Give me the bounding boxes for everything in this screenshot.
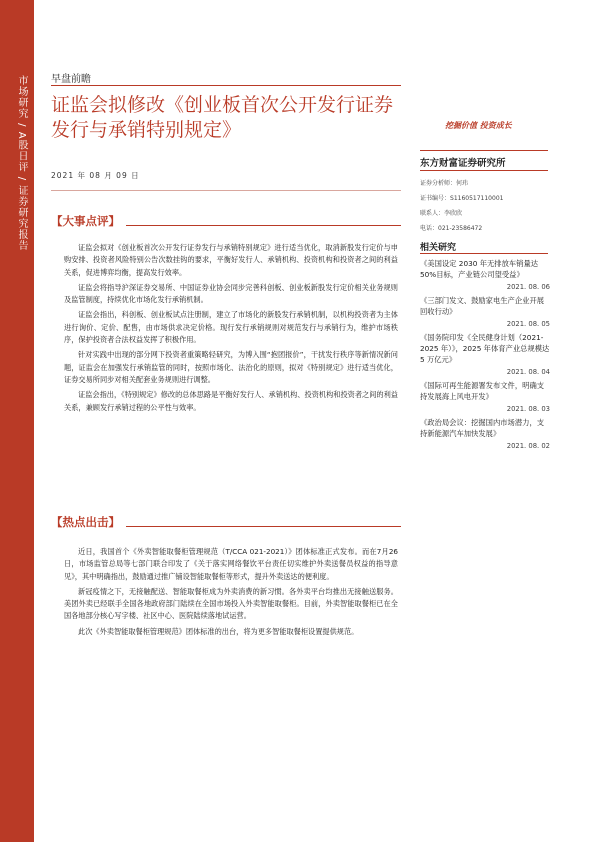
date-rule <box>51 190 401 191</box>
contact-name: 联系人：李欣欣 <box>420 210 463 217</box>
right-panel-rule <box>420 150 548 151</box>
related-item-date: 2021. 08. 06 <box>506 283 550 291</box>
related-item-date: 2021. 08. 02 <box>506 442 550 450</box>
related-item-date: 2021. 08. 04 <box>506 368 550 376</box>
paragraph: 新冠疫情之下，无接触配送、智能取餐柜成为外卖消费的新习惯。各外卖平台均推出无接触送服务。美团外卖已经联手全国各地政府部门陆续在全国市场投入外卖智能取餐柜。目前，外卖智能取餐柜已在全国各地部分核心写字楼、社区中心、医院陆续落地试运营。 <box>64 586 398 621</box>
related-item-title[interactable]: 《美国设定 2030 年无排放车销量达 50%目标，产业链公司望受益》 <box>420 259 539 279</box>
hot-body <box>64 546 398 641</box>
company-name: 东方财富证券研究所 <box>420 158 506 169</box>
analyst-name: 证券分析师：何玮 <box>420 180 469 187</box>
header-rule <box>51 85 401 86</box>
sidebar-label: 市场研究 / A股日评 / 证券研究报告 <box>16 75 27 252</box>
related-item-title[interactable]: 《国务院印发《全民健身计划（2021-2025 年）》，2025 年体育产业总规模达 5 万亿元》 <box>420 333 550 364</box>
contact-phone: 电话：021-23586472 <box>420 225 483 232</box>
sidebar-band <box>0 0 34 842</box>
paragraph: 此次《外卖智能取餐柜管理规范》团体标准的出台，将为更多智能取餐柜设置提供规范。 <box>78 626 359 636</box>
related-item-date: 2021. 08. 05 <box>506 320 550 328</box>
related-item-title[interactable]: 《政治局会议：挖掘国内市场潜力，支持新能源汽车加快发展》 <box>420 418 545 438</box>
slogan: 挖掘价值 投资成长 <box>445 121 512 130</box>
related-item-date: 2021. 08. 03 <box>506 405 550 413</box>
paragraph: 针对实践中出现的部分网下投资者重策略轻研究，为博入围“抱团报价”，干扰发行秩序等新情况新问题，证监会在加强发行承销监管的同时，按照市场化、法治化的原则，拟对《特别规定》进行适当优化，证券交易所同步对相关配套业务规则进行调整。 <box>64 350 398 384</box>
paragraph: 近日，我国首个《外卖智能取餐柜管理规范（T/CCA 021-2021）》团体标准正式发布。而在7月26日，市场监管总局等七部门联合印发了《关于落实网络餐饮平台责任切实维护外卖送餐员权益的指导意见》，其中明确指出，鼓励通过推广铺设智能取餐柜等形式，提升外卖送达的便利度。 <box>64 547 398 581</box>
related-research-title: 相关研究 <box>420 243 457 253</box>
related-item-title[interactable]: 《三部门发文、鼓励家电生产企业开展回收行动》 <box>420 296 545 316</box>
paragraph: 证监会将指导沪深证券交易所、中国证券业协会同步完善科创板、创业板新股发行定价相关业务规则及监管制度，持续优化市场化发行承销机制。 <box>64 282 398 305</box>
related-item-title[interactable]: 《国际可再生能源署发布文件，明确支持发展海上风电开发》 <box>420 381 545 401</box>
related-rule <box>420 253 548 254</box>
report-type: 早盘前瞻 <box>51 74 91 85</box>
related-research-list <box>420 258 550 454</box>
company-rule <box>420 170 548 171</box>
events-body <box>64 242 398 417</box>
paragraph: 证监会拟对《创业板首次公开发行证券发行与承销特别规定》进行适当优化，取消新股发行定价与申购安排、投资者风险特别公告次数挂钩的要求，平衡好发行人、承销机构、投资机构和投资者之间的利益关系，促进博弈均衡，提高发行效率。 <box>64 243 398 277</box>
section-heading-hot: 【热点出击】 <box>51 514 401 532</box>
analyst-cert: 证书编号：S1160517110001 <box>420 195 504 202</box>
page-title: 证监会拟修改《创业板首次公开发行证券发行与承销特别规定》 <box>51 94 394 141</box>
paragraph: 证监会指出，《特别规定》修改的总体思路是平衡好发行人、承销机构、投资机构和投资者之间的利益关系，兼顾发行承销过程的公平性与效率。 <box>64 390 398 412</box>
report-date: 2021 年 08 月 09 日 <box>51 171 140 180</box>
section-heading-events: 【大事点评】 <box>51 213 401 231</box>
paragraph: 证监会指出，科创板、创业板试点注册制，建立了市场化的新股发行承销机制，以机构投资者为主体进行询价、定价、配售，由市场供求决定价格。现行发行承销规则对规范发行与承销行为，维护市场秩序，保护投资者合法权益发挥了积极作用。 <box>64 310 398 345</box>
